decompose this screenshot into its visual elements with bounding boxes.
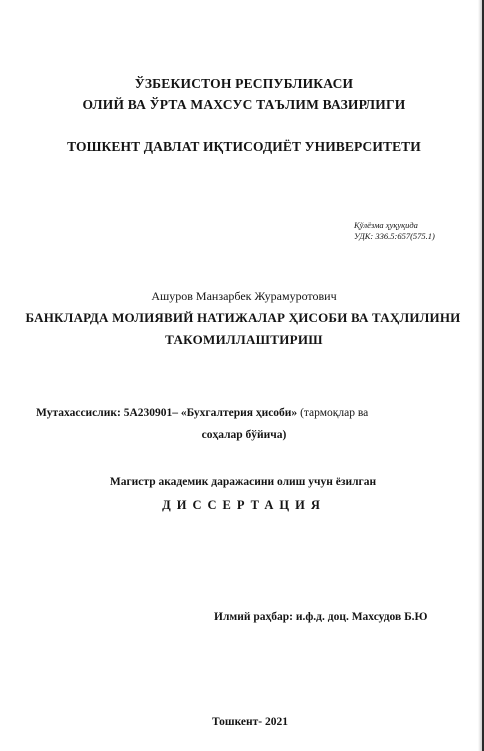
scientific-supervisor: Илмий раҳбар: и.ф.д. доц. Махсудов Б.Ю (214, 611, 428, 623)
republic-heading: ЎЗБЕКИСТОН РЕСПУБЛИКАСИ (134, 76, 354, 91)
thesis-title-line-1: БАНКЛАРДА МОЛИЯВИЙ НАТИЖАЛАР ҲИСОБИ ВА ТАҲЛИЛИНИ (25, 310, 461, 325)
university-heading: ТОШКЕНТ ДАВЛАТ ИҚТИСОДИЁТ УНИВЕРСИТЕТИ (67, 139, 421, 154)
city-year: Тошкент- 2021 (211, 716, 289, 728)
specialty-code: Мутахассислик: 5А230901– «Бухгалтерия ҳисоби» (36, 407, 298, 419)
manuscript-note: Қўлёзма ҳуқуқида (354, 220, 418, 230)
specialty-line-1 (36, 408, 368, 420)
degree-statement: Магистр академик даражасини олиш учун ёзилган (109, 476, 377, 488)
ministry-heading: ОЛИЙ ВА ЎРТА МАХСУС ТАЪЛИМ ВАЗИРЛИГИ (82, 97, 406, 112)
udk-code: УДК: 336.5:657(575.1) (354, 231, 435, 241)
author-name: Ашуров Манзарбек Журамуротович (151, 289, 337, 303)
specialty-branch: (тармоқлар ва (297, 407, 369, 419)
specialty-line-2: соҳалар бўйича) (201, 429, 287, 441)
dissertation-label: ДИССЕРТАЦИЯ (162, 498, 326, 512)
thesis-title-line-2: ТАКОМИЛЛАШТИРИШ (165, 332, 323, 347)
